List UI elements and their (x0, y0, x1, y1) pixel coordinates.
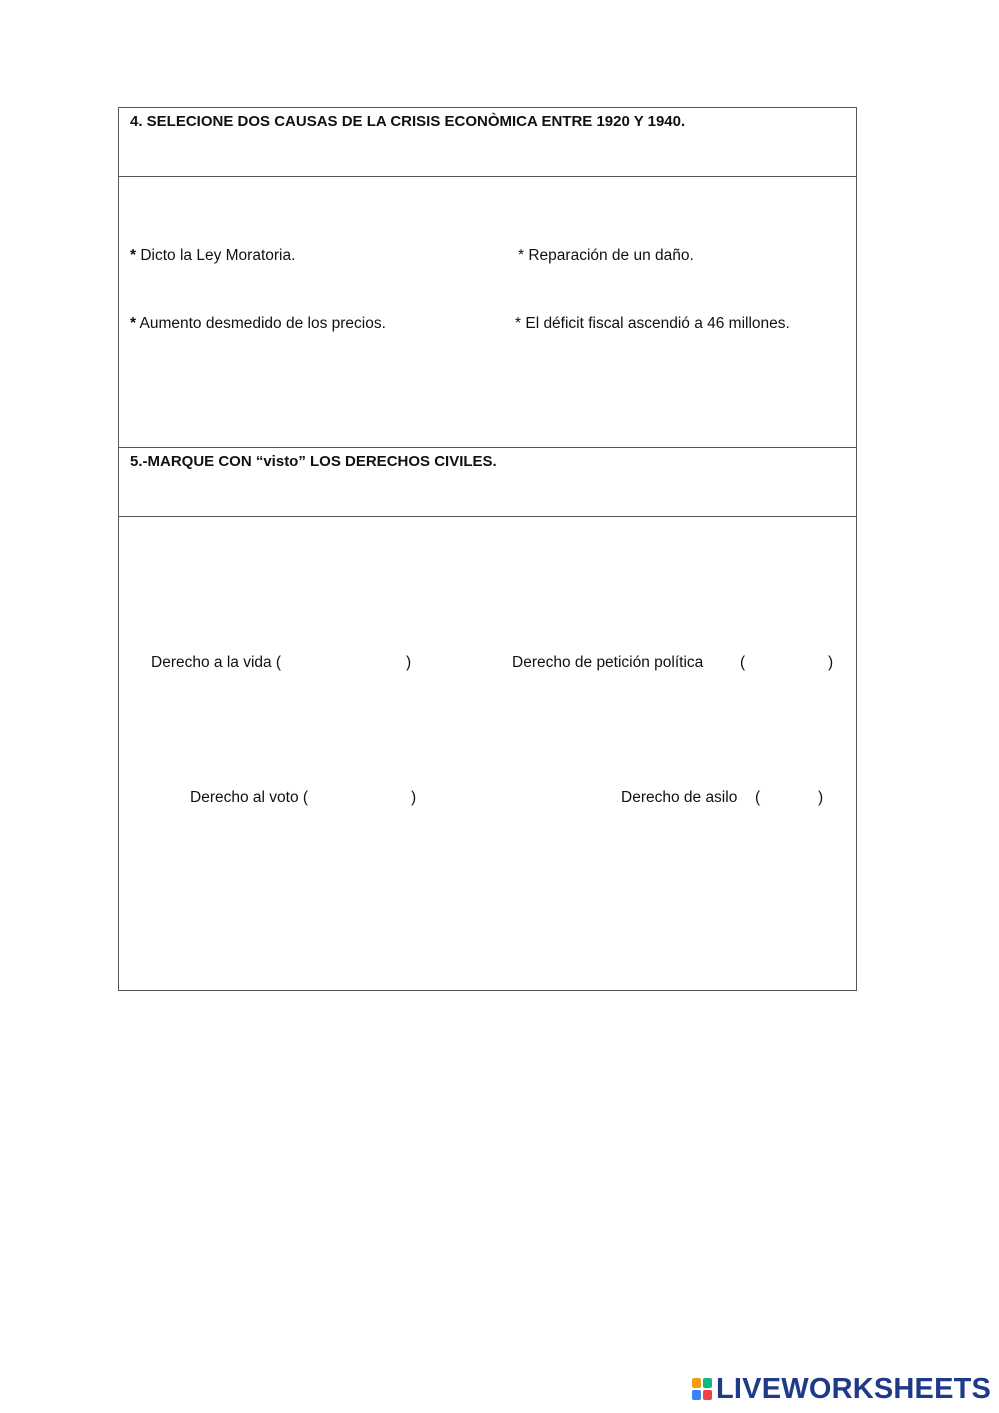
option-label: El déficit fiscal ascendió a 46 millones. (521, 315, 790, 332)
item-derecho-voto-label: Derecho al voto ( (190, 789, 309, 806)
option-reparacion-dano[interactable] (518, 247, 694, 265)
option-label: Aumento desmedido de los precios. (136, 315, 386, 332)
item-derecho-asilo-answer-close[interactable]: ) (818, 789, 824, 806)
liveworksheets-logo-icon (691, 1377, 713, 1401)
bullet-star: * (130, 315, 137, 332)
option-label: Reparación de un daño. (524, 247, 694, 264)
question-4-heading: 4. SELECIONE DOS CAUSAS DE LA CRISIS ECONÒMICA ENTRE 1920 Y 1940. (130, 113, 686, 130)
item-derecho-peticion-answer-open[interactable]: ( (740, 654, 746, 671)
option-deficit-fiscal[interactable] (515, 315, 790, 333)
item-derecho-peticion-answer-close[interactable]: ) (828, 654, 834, 671)
item-derecho-vida-answer-close[interactable]: ) (406, 654, 412, 671)
question-4-options-cell (119, 177, 856, 448)
liveworksheets-logo[interactable] (691, 1374, 991, 1404)
option-ley-moratoria[interactable] (130, 247, 295, 265)
question-5-items-cell (119, 517, 856, 990)
option-aumento-precios[interactable] (130, 315, 386, 333)
item-derecho-voto-answer-close[interactable]: ) (411, 789, 417, 806)
worksheet-table (118, 107, 857, 991)
question-4-header-cell (119, 108, 856, 177)
item-derecho-asilo-label: Derecho de asilo (621, 789, 738, 806)
question-5-header-cell (119, 448, 856, 517)
item-derecho-peticion-label: Derecho de petición política (512, 654, 704, 671)
item-derecho-asilo-answer-open[interactable]: ( (755, 789, 761, 806)
option-label: Dicto la Ley Moratoria. (136, 247, 296, 264)
liveworksheets-logo-text: LIVEWORKSHEETS (716, 1372, 992, 1405)
bullet-star: * (130, 247, 137, 264)
bullet-star: * (518, 247, 525, 264)
question-5-heading: 5.-MARQUE CON “visto” LOS DERECHOS CIVILES. (130, 453, 497, 470)
bullet-star: * (515, 315, 522, 332)
item-derecho-vida-label: Derecho a la vida ( (151, 654, 282, 671)
